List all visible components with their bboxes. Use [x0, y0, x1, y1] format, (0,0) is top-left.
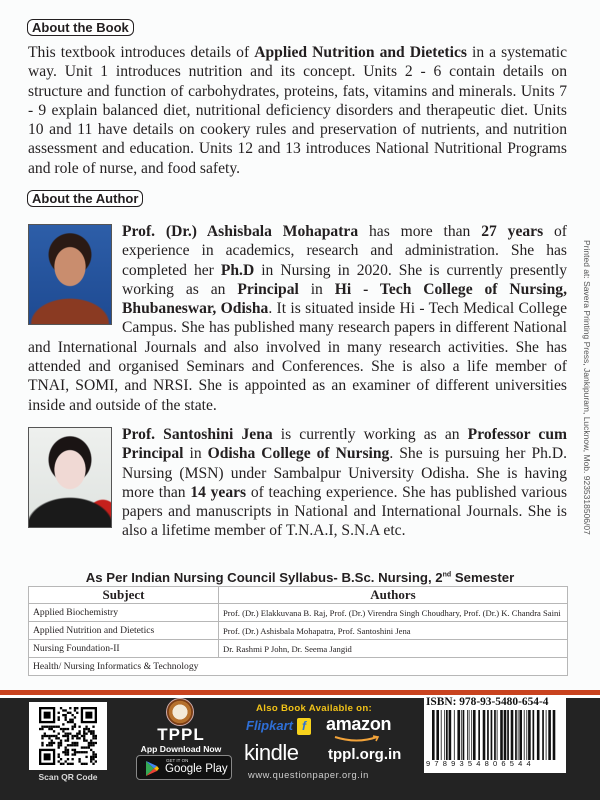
- also-available-heading: Also Book Available on:: [256, 703, 373, 714]
- amazon-logo[interactable]: amazon: [326, 714, 392, 734]
- body-text: in: [298, 280, 335, 298]
- syllabus-title-main: As Per Indian Nursing Council Syllabus- B.Sc. Nursing, 2: [85, 570, 443, 585]
- emphasis-text: Principal: [237, 280, 299, 298]
- barcode-icon: [430, 710, 560, 760]
- body-text: in Nursing in 2020. She is currently presently working as an: [122, 261, 567, 298]
- subject-cell: Applied Biochemistry: [29, 604, 219, 622]
- emphasis-text: Ph.D: [220, 261, 255, 279]
- emphasis-text: Prof. (Dr.) Ashisbala Mohapatra: [122, 223, 359, 240]
- author-1-bio: [28, 222, 567, 415]
- emphasis-text: 27 years: [481, 223, 544, 240]
- about-book-heading: About the Book: [27, 19, 134, 36]
- body-text: of teaching experience. She has published various papers and manuscripts in National and International Journals. She is also a lifetime member of T.N.A.I, S.N.A etc.: [122, 483, 568, 540]
- authors-cell: Prof. (Dr.) Elakkuvana B. Raj, Prof. (Dr.) Virendra Singh Choudhary, Prof. (Dr.) K. Chandra Saini: [219, 604, 568, 622]
- table-row: [29, 604, 568, 622]
- author-1-photo: [28, 224, 112, 325]
- app-download-text: App Download Now: [140, 744, 222, 754]
- syllabus-title-end: Semester: [451, 570, 515, 585]
- emphasis-text: Applied Nutrition and Dietetics: [254, 44, 467, 61]
- barcode-digits: 9789354806544: [426, 759, 535, 768]
- footer-band: [0, 698, 600, 800]
- emphasis-text: Odisha College of Nursing: [207, 445, 390, 463]
- emphasis-text: Hi - Tech College of Nursing, Bhubaneswar, Odisha: [122, 280, 567, 318]
- body-text: in a systematic way. Unit 1 introduces nutrition and its concept. Units 2 - 6 contain details on structure and function of carbohydrates, proteins, fats, vitamins and minerals. Units 7 - 9 explain balanced diet, nutritional deficiency disorders and therapeutic diet. Units 10 and 11 have details on cookery rules and preservation of nutrients, and nutrition assessment and education. Units 12 and 13 introduces National Nutritional Programs and role of nurse, and food safety.: [28, 44, 567, 177]
- body-text: has more than: [358, 223, 482, 240]
- table-header-row: [29, 587, 568, 604]
- about-book-text: [28, 43, 567, 178]
- qr-code-icon: [34, 707, 102, 765]
- flipkart-bag-icon: f: [297, 718, 311, 735]
- google-play-button[interactable]: [136, 755, 232, 780]
- body-text: in: [183, 445, 208, 463]
- body-text: is currently working as an: [272, 426, 468, 443]
- column-header-subject: Subject: [29, 587, 219, 604]
- body-text: . She is pursuing her Ph.D. Nursing (MSN) under Sambalpur University Odisha. She is having more than: [122, 445, 567, 501]
- about-author-heading: About the Author: [27, 190, 143, 207]
- syllabus-title: [0, 570, 600, 585]
- syllabus-title-sup: nd: [442, 571, 452, 579]
- authors-cell: Dr. Rashmi P John, Dr. Seema Jangid: [219, 640, 568, 658]
- table-row: [29, 640, 568, 658]
- syllabus-table: [28, 586, 568, 676]
- isbn-block: [424, 696, 566, 773]
- body-text: . It is situated inside Hi - Tech Medical College Campus. She has published many research papers in different National and International Journals and also involved in many research activities. She has attended and organised Seminars and Conferences. She is also a life member of TNAI, SOMI, and NRSI. She is appointed as an examiner of different universities inside and outside of the state.: [28, 300, 567, 414]
- authors-cell: Prof. (Dr.) Ashisbala Mohapatra, Prof. Santoshini Jena: [219, 622, 568, 640]
- flipkart-logo[interactable]: Flipkart: [246, 718, 293, 733]
- table-row: [29, 658, 568, 676]
- amazon-smile-icon: [333, 735, 381, 743]
- subject-cell: Applied Nutrition and Dietetics: [29, 622, 219, 640]
- tppl-logo-icon: [166, 698, 194, 726]
- kindle-logo[interactable]: kindle: [244, 740, 299, 765]
- emphasis-text: Professor cum Principal: [122, 426, 568, 463]
- author-2-photo: [28, 427, 112, 528]
- google-play-icon: [145, 761, 159, 776]
- brand-name: TPPL: [157, 725, 205, 744]
- author-2-bio: [28, 425, 567, 541]
- questionpaper-website-link[interactable]: www.questionpaper.org.in: [248, 770, 369, 780]
- qr-code[interactable]: [29, 702, 107, 770]
- body-text: This textbook introduces details of: [28, 44, 255, 61]
- subject-cell: Health/ Nursing Informatics & Technology: [29, 658, 568, 676]
- table-row: [29, 622, 568, 640]
- tppl-website-link[interactable]: tppl.org.in: [328, 746, 402, 763]
- google-play-label: Google Play: [165, 763, 228, 775]
- isbn-label: ISBN: 978-93-5480-654-4: [426, 696, 549, 708]
- emphasis-text: 14 years: [190, 483, 247, 501]
- printer-note: Printed at: Savera Printing Press, Jankipuram, Lucknow, Mob. 9235318506/07: [582, 240, 592, 535]
- emphasis-text: Prof. Santoshini Jena: [122, 426, 273, 443]
- qr-label: Scan QR Code: [38, 772, 98, 782]
- google-play-small-text: GET IT ON: [166, 758, 189, 763]
- subject-cell: Nursing Foundation-II: [29, 640, 219, 658]
- column-header-authors: Authors: [219, 587, 568, 604]
- body-text: of experience in academics, research and administration. She has completed her: [122, 223, 567, 279]
